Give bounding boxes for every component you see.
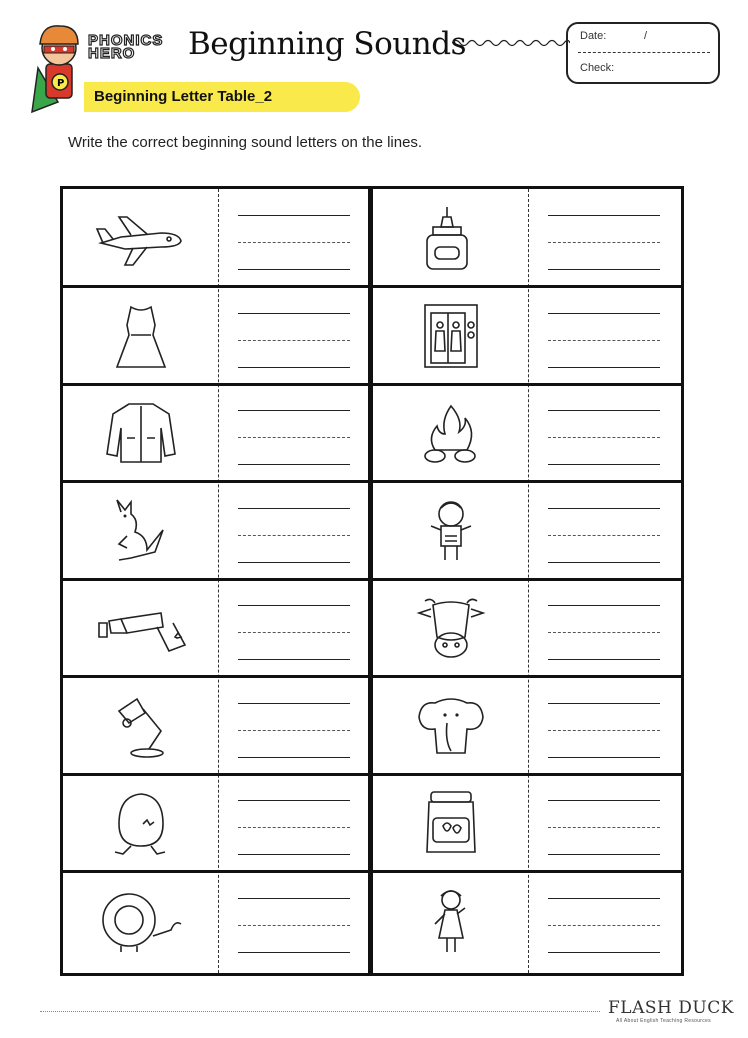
writing-line-left-5-2[interactable] [238, 632, 350, 633]
writing-line-left-2-2[interactable] [238, 340, 350, 341]
flash-duck-logo: FLASH DUCK [608, 998, 734, 1018]
writing-line-right-6-2[interactable] [548, 730, 660, 731]
writing-line-left-4-1[interactable] [238, 508, 350, 509]
writing-line-left-2-1[interactable] [238, 313, 350, 314]
boy-icon [401, 496, 501, 566]
writing-line-right-1-3[interactable] [548, 269, 660, 270]
writing-line-right-8-2[interactable] [548, 925, 660, 926]
dress-icon [91, 301, 191, 371]
worksheet-title: Beginning Sounds [188, 26, 466, 62]
phonics-hero-mascot-icon [30, 20, 88, 116]
writing-line-right-4-3[interactable] [548, 562, 660, 563]
elevator-icon [401, 301, 501, 371]
writing-line-right-5-1[interactable] [548, 605, 660, 606]
fire-icon [401, 398, 501, 468]
writing-line-right-7-3[interactable] [548, 854, 660, 855]
writing-line-right-2-1[interactable] [548, 313, 660, 314]
writing-line-right-6-3[interactable] [548, 757, 660, 758]
cow-icon [401, 593, 501, 663]
writing-line-left-8-1[interactable] [238, 898, 350, 899]
writing-line-right-3-1[interactable] [548, 410, 660, 411]
writing-line-right-7-2[interactable] [548, 827, 660, 828]
writing-line-left-6-3[interactable] [238, 757, 350, 758]
writing-line-right-6-1[interactable] [548, 703, 660, 704]
writing-line-left-7-2[interactable] [238, 827, 350, 828]
check-label: Check: [580, 62, 615, 74]
writing-line-left-4-3[interactable] [238, 562, 350, 563]
writing-line-left-6-1[interactable] [238, 703, 350, 704]
subtitle-banner [84, 82, 360, 112]
instructions: Write the correct beginning sound letters on the lines. [68, 134, 423, 151]
writing-line-right-5-2[interactable] [548, 632, 660, 633]
writing-line-left-8-3[interactable] [238, 952, 350, 953]
phonics-hero-logo [88, 32, 176, 72]
glue-icon [401, 203, 501, 273]
writing-line-left-6-2[interactable] [238, 730, 350, 731]
writing-line-right-7-1[interactable] [548, 800, 660, 801]
date-check-box [566, 22, 720, 84]
writing-line-right-3-2[interactable] [548, 437, 660, 438]
writing-line-right-1-1[interactable] [548, 215, 660, 216]
date-label: Date: [580, 30, 607, 42]
writing-line-right-4-1[interactable] [548, 508, 660, 509]
logo-line2: HERO [88, 45, 136, 62]
airplane-icon [91, 203, 191, 273]
elephant-icon [401, 691, 501, 761]
svg-text:P: P [57, 78, 65, 89]
egg-icon [91, 788, 191, 858]
writing-line-left-7-3[interactable] [238, 854, 350, 855]
ray-gun-icon [91, 593, 191, 663]
writing-line-right-2-3[interactable] [548, 367, 660, 368]
jacket-icon [91, 398, 191, 468]
jam-jar-icon [401, 788, 501, 858]
banner-text: Beginning Letter Table_2 [94, 88, 273, 105]
worksheet-table [60, 186, 684, 976]
lion-icon [91, 886, 191, 956]
writing-line-right-8-3[interactable] [548, 952, 660, 953]
writing-line-left-1-1[interactable] [238, 215, 350, 216]
writing-line-right-1-2[interactable] [548, 242, 660, 243]
writing-line-right-5-3[interactable] [548, 659, 660, 660]
writing-line-left-1-2[interactable] [238, 242, 350, 243]
writing-line-left-1-3[interactable] [238, 269, 350, 270]
lamp-icon [91, 691, 191, 761]
writing-line-left-2-3[interactable] [238, 367, 350, 368]
writing-line-left-5-3[interactable] [238, 659, 350, 660]
writing-line-left-7-1[interactable] [238, 800, 350, 801]
writing-line-left-4-2[interactable] [238, 535, 350, 536]
writing-line-left-5-1[interactable] [238, 605, 350, 606]
writing-line-left-3-3[interactable] [238, 464, 350, 465]
writing-line-right-2-2[interactable] [548, 340, 660, 341]
kangaroo-icon [91, 496, 191, 566]
girl-icon [401, 886, 501, 956]
decorative-squiggle [452, 36, 570, 50]
footer-divider [40, 1011, 600, 1012]
writing-line-right-3-3[interactable] [548, 464, 660, 465]
writing-line-left-8-2[interactable] [238, 925, 350, 926]
writing-line-left-3-1[interactable] [238, 410, 350, 411]
date-slash: / [644, 30, 648, 42]
writing-line-left-3-2[interactable] [238, 437, 350, 438]
flash-duck-tagline: All About English Teaching Resources [616, 1018, 711, 1024]
writing-line-right-4-2[interactable] [548, 535, 660, 536]
writing-line-right-8-1[interactable] [548, 898, 660, 899]
logo-line1: PHONICS [88, 32, 164, 49]
